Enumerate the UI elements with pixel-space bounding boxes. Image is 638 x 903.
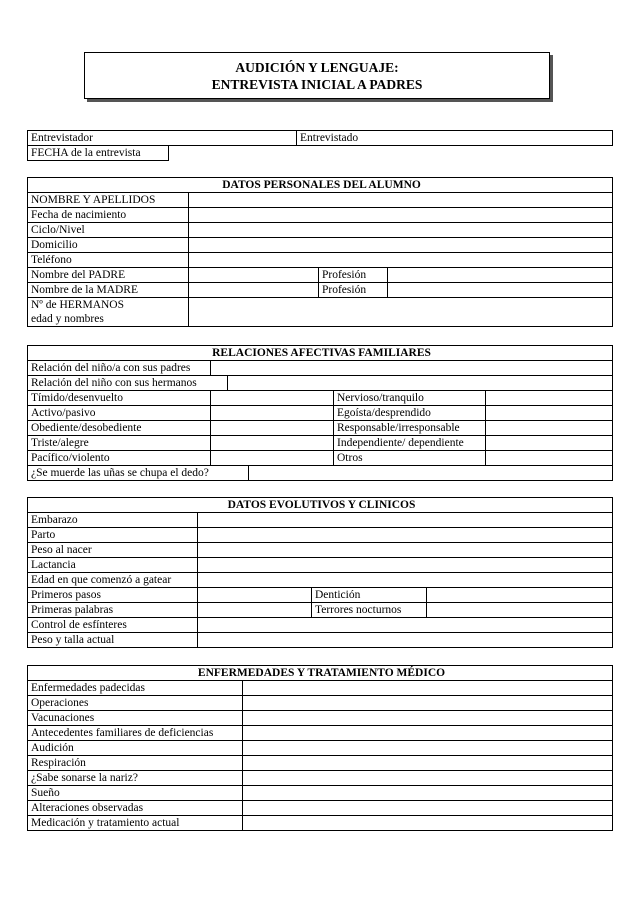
trait-left-value[interactable] bbox=[211, 451, 334, 466]
field-med: Sueño bbox=[28, 786, 243, 801]
field-med: Respiración bbox=[28, 756, 243, 771]
relations-table bbox=[27, 345, 613, 481]
field-denticion: Dentición bbox=[312, 588, 427, 603]
input-ciclo[interactable] bbox=[189, 223, 613, 238]
input-med[interactable] bbox=[243, 696, 613, 711]
field-med: Vacunaciones bbox=[28, 711, 243, 726]
input-esfinteres[interactable] bbox=[198, 618, 613, 633]
trait-right-value[interactable] bbox=[486, 451, 613, 466]
input-profesion-padre[interactable] bbox=[388, 268, 613, 283]
personal-data-table bbox=[27, 177, 613, 327]
field-med: Alteraciones observadas bbox=[28, 801, 243, 816]
input-dev[interactable] bbox=[198, 528, 613, 543]
field-med: Audición bbox=[28, 741, 243, 756]
trait-right: Responsable/irresponsable bbox=[334, 421, 486, 436]
trait-right: Otros bbox=[334, 451, 486, 466]
trait-left-value[interactable] bbox=[211, 436, 334, 451]
input-primeras-palabras[interactable] bbox=[198, 603, 312, 618]
field-primeras-palabras: Primeras palabras bbox=[28, 603, 198, 618]
field-primeros-pasos: Primeros pasos bbox=[28, 588, 198, 603]
interview-table bbox=[27, 130, 613, 161]
trait-right: Nervioso/tranquilo bbox=[334, 391, 486, 406]
input-med[interactable] bbox=[243, 816, 613, 831]
input-med[interactable] bbox=[243, 741, 613, 756]
input-peso-talla[interactable] bbox=[198, 633, 613, 648]
field-madre: Nombre de la MADRE bbox=[28, 283, 189, 298]
field-dev: Peso al nacer bbox=[28, 543, 198, 558]
field-nacimiento: Fecha de nacimiento bbox=[28, 208, 189, 223]
trait-left-value[interactable] bbox=[211, 421, 334, 436]
field-telefono: Teléfono bbox=[28, 253, 189, 268]
field-med: ¿Sabe sonarse la nariz? bbox=[28, 771, 243, 786]
field-dev: Parto bbox=[28, 528, 198, 543]
personal-section-title: DATOS PERSONALES DEL ALUMNO bbox=[28, 178, 613, 193]
field-dev: Lactancia bbox=[28, 558, 198, 573]
input-dev[interactable] bbox=[198, 573, 613, 588]
header-title-line1: AUDICIÓN Y LENGUAJE: bbox=[235, 60, 399, 75]
input-madre[interactable] bbox=[189, 283, 319, 298]
input-terrores[interactable] bbox=[427, 603, 613, 618]
input-primeros-pasos[interactable] bbox=[198, 588, 312, 603]
field-unas: ¿Se muerde las uñas se chupa el dedo? bbox=[28, 466, 249, 481]
field-profesion-madre: Profesión bbox=[319, 283, 388, 298]
input-dev[interactable] bbox=[198, 543, 613, 558]
field-padre: Nombre del PADRE bbox=[28, 268, 189, 283]
input-med[interactable] bbox=[243, 786, 613, 801]
trait-left: Tímido/desenvuelto bbox=[28, 391, 211, 406]
input-profesion-madre[interactable] bbox=[388, 283, 613, 298]
input-unas[interactable] bbox=[249, 466, 613, 481]
document-header bbox=[84, 52, 550, 99]
field-ciclo: Ciclo/Nivel bbox=[28, 223, 189, 238]
medical-table bbox=[27, 665, 613, 831]
entrevistador-label: Entrevistador bbox=[28, 131, 297, 146]
developmental-section-title: DATOS EVOLUTIVOS Y CLINICOS bbox=[28, 498, 613, 513]
input-nombre[interactable] bbox=[189, 193, 613, 208]
field-med: Antecedentes familiares de deficiencias bbox=[28, 726, 243, 741]
field-profesion-padre: Profesión bbox=[319, 268, 388, 283]
trait-left-value[interactable] bbox=[211, 406, 334, 421]
field-domicilio: Domicilio bbox=[28, 238, 189, 253]
trait-right-value[interactable] bbox=[486, 406, 613, 421]
fecha-label: FECHA de la entrevista bbox=[28, 146, 169, 161]
field-dev: Embarazo bbox=[28, 513, 198, 528]
input-med[interactable] bbox=[243, 726, 613, 741]
trait-left: Obediente/desobediente bbox=[28, 421, 211, 436]
field-med: Medicación y tratamiento actual bbox=[28, 816, 243, 831]
field-med: Enfermedades padecidas bbox=[28, 681, 243, 696]
input-med[interactable] bbox=[243, 681, 613, 696]
developmental-table-body bbox=[27, 497, 613, 648]
input-dev[interactable] bbox=[198, 558, 613, 573]
input-denticion[interactable] bbox=[427, 588, 613, 603]
input-padre[interactable] bbox=[189, 268, 319, 283]
field-peso-talla: Peso y talla actual bbox=[28, 633, 198, 648]
trait-right-value[interactable] bbox=[486, 391, 613, 406]
trait-left-value[interactable] bbox=[211, 391, 334, 406]
field-hermanos: Nº de HERMANOS edad y nombres bbox=[28, 298, 189, 327]
input-med[interactable] bbox=[243, 711, 613, 726]
trait-right-value[interactable] bbox=[486, 421, 613, 436]
trait-right-value[interactable] bbox=[486, 436, 613, 451]
header-title-line2: ENTREVISTA INICIAL A PADRES bbox=[211, 77, 423, 92]
field-terrores: Terrores nocturnos bbox=[312, 603, 427, 618]
trait-left: Activo/pasivo bbox=[28, 406, 211, 421]
relations-section-title: RELACIONES AFECTIVAS FAMILIARES bbox=[28, 346, 613, 361]
input-telefono[interactable] bbox=[189, 253, 613, 268]
input-med[interactable] bbox=[243, 771, 613, 786]
trait-right: Independiente/ dependiente bbox=[334, 436, 486, 451]
input-med[interactable] bbox=[243, 756, 613, 771]
input-dev[interactable] bbox=[198, 513, 613, 528]
medical-section-title: ENFERMEDADES Y TRATAMIENTO MÉDICO bbox=[28, 666, 613, 681]
input-rel-hermanos[interactable] bbox=[228, 376, 613, 391]
field-rel-padres: Relación del niño/a con sus padres bbox=[28, 361, 211, 376]
input-nacimiento[interactable] bbox=[189, 208, 613, 223]
trait-left: Pacífico/violento bbox=[28, 451, 211, 466]
trait-left: Triste/alegre bbox=[28, 436, 211, 451]
field-med: Operaciones bbox=[28, 696, 243, 711]
trait-right: Egoísta/desprendido bbox=[334, 406, 486, 421]
input-domicilio[interactable] bbox=[189, 238, 613, 253]
field-nombre: NOMBRE Y APELLIDOS bbox=[28, 193, 189, 208]
input-med[interactable] bbox=[243, 801, 613, 816]
field-dev: Edad en que comenzó a gatear bbox=[28, 573, 198, 588]
input-hermanos[interactable] bbox=[189, 298, 613, 327]
entrevistado-label: Entrevistado bbox=[297, 131, 613, 146]
field-esfinteres: Control de esfínteres bbox=[28, 618, 198, 633]
input-rel-padres[interactable] bbox=[211, 361, 613, 376]
field-rel-hermanos: Relación del niño con sus hermanos bbox=[28, 376, 228, 391]
